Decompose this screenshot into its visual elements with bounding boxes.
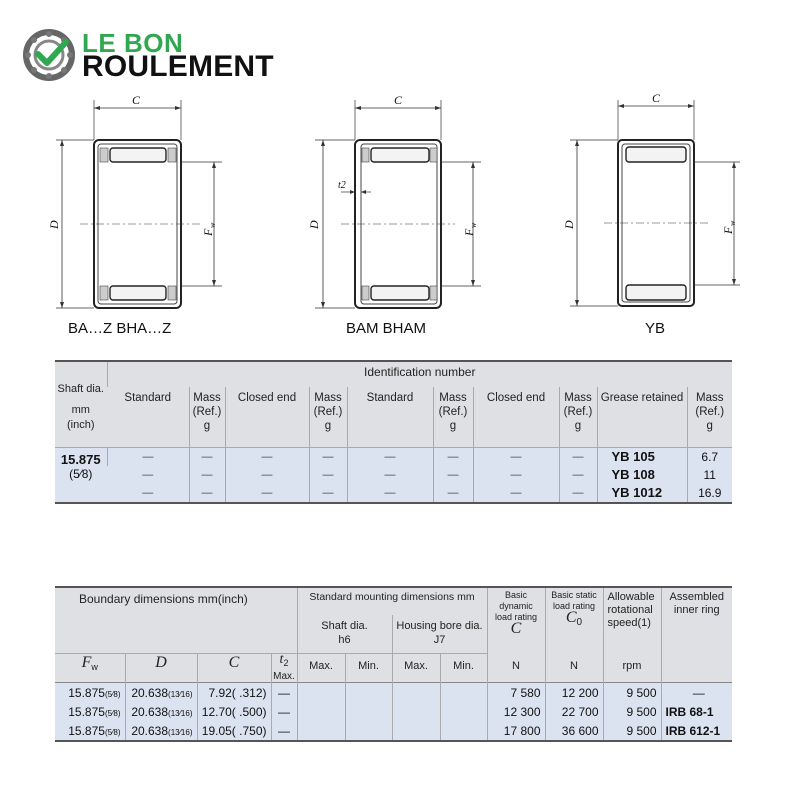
inner-unit	[661, 654, 732, 683]
dyn-unit: N	[487, 654, 545, 683]
dim-fw-label: F	[462, 228, 476, 236]
fw-value: 15.875	[68, 685, 105, 700]
t2-value: —	[278, 723, 290, 738]
housing-label: Housing bore dia.	[396, 620, 483, 632]
t2-sub: 2	[283, 658, 289, 669]
drawing-bam-bham	[305, 92, 495, 317]
inner-ring-cell	[661, 683, 732, 703]
cell-dash: —	[347, 484, 433, 503]
dyn-load-cell	[487, 721, 545, 741]
shaft-value-cell	[55, 447, 107, 503]
speed-value: 9 500	[626, 685, 657, 700]
dim-fw-sub: w	[469, 222, 478, 228]
t2-cell	[271, 683, 297, 703]
h6-label: h6	[338, 634, 351, 646]
c-value: 19.05( .750)	[201, 723, 267, 738]
d-symbol: D	[155, 654, 167, 671]
shaft-max: Max.	[297, 654, 345, 683]
speed-header: Allowable rotational speed(1)	[603, 587, 661, 654]
col-header-8: Grease retained	[597, 387, 687, 447]
dim-c-label: C	[132, 93, 141, 107]
dim-t2-label: t2	[338, 180, 346, 191]
logo-text-line2: ROULEMENT	[82, 50, 274, 83]
c-header	[197, 654, 271, 683]
cell-dash: —	[189, 466, 225, 484]
d-value: 20.638	[131, 723, 169, 738]
inner-ring-cell	[661, 721, 732, 741]
cell-dash: —	[433, 484, 473, 503]
dyn-load-value: 17 800	[503, 723, 541, 738]
cell-dash: —	[559, 466, 597, 484]
drawing-yb	[560, 92, 750, 317]
mounting-empty-cell	[440, 721, 487, 741]
caption-yb: YB	[645, 320, 666, 337]
shaft-dia-label: Shaft dia.	[321, 620, 368, 632]
col-header-1: Mass (Ref.) g	[189, 387, 225, 447]
c-value: 7.92( .312)	[208, 685, 267, 700]
t2-cell	[271, 702, 297, 721]
dyn-load-cell	[487, 702, 545, 721]
static-load-cell	[545, 702, 603, 721]
dim-fw-sub: w	[208, 222, 217, 228]
cell-dash: —	[309, 484, 347, 503]
dim-d-label: D	[562, 220, 576, 229]
j7-label: J7	[433, 634, 446, 646]
cell-dash: —	[347, 447, 433, 466]
dim-c-label: C	[652, 91, 661, 105]
fw-value: 15.875	[68, 704, 105, 719]
mounting-empty-cell	[440, 702, 487, 721]
speed-cell	[603, 702, 661, 721]
fw-sub: w	[91, 662, 98, 673]
static-c-sub: 0	[576, 616, 583, 628]
cell-dash: —	[225, 447, 309, 466]
d-inch: (13⁄16)	[168, 708, 193, 718]
inner-ring-header: Assembled inner ring	[661, 587, 732, 654]
mounting-empty-cell	[392, 702, 440, 721]
shaft-inch: (5⁄8)	[69, 466, 93, 481]
cell-dash: —	[189, 447, 225, 466]
d-inch: (13⁄16)	[168, 689, 193, 699]
d-header	[125, 654, 197, 683]
mounting-empty-cell	[345, 702, 392, 721]
d-cell	[125, 683, 197, 703]
mounting-header: Standard mounting dimensions mm	[297, 587, 487, 615]
yb-mass: 11	[687, 466, 732, 484]
static-load-label: Basic static load rating	[551, 590, 597, 611]
cell-dash: —	[433, 447, 473, 466]
housing-max: Max.	[392, 654, 440, 683]
mounting-empty-cell	[297, 683, 345, 703]
static-unit: N	[545, 654, 603, 683]
dim-d-label: D	[47, 220, 61, 229]
col-header-0: Standard	[124, 392, 172, 404]
col-header-5: Mass (Ref.) g	[433, 387, 473, 447]
c-cell	[197, 721, 271, 741]
dim-fw-label: F	[201, 228, 215, 236]
cell-dash: —	[225, 466, 309, 484]
col-header-3: Mass (Ref.) g	[309, 387, 347, 447]
cell-dash: —	[309, 466, 347, 484]
dyn-load-label: Basic dynamic load rating	[494, 590, 538, 622]
cell-dash: —	[473, 484, 559, 503]
fw-header	[55, 654, 125, 683]
col-header-6: Closed end	[473, 387, 559, 447]
shaft-header-l2: mm	[71, 404, 90, 416]
d-value: 20.638	[131, 704, 169, 719]
yb-part-number: YB 105	[597, 447, 687, 466]
col-header-4: Standard	[347, 387, 433, 447]
t2-cell	[271, 721, 297, 741]
mounting-empty-cell	[345, 721, 392, 741]
static-load-cell	[545, 721, 603, 741]
shaft-dia-header	[297, 615, 392, 654]
speed-unit: rpm	[603, 654, 661, 683]
boundary-dimensions-table	[55, 586, 732, 742]
yb-mass: 6.7	[687, 447, 732, 466]
cell-dash: —	[433, 466, 473, 484]
cell-dash: —	[347, 466, 433, 484]
housing-min: Min.	[440, 654, 487, 683]
yb-part-number: YB 1012	[597, 484, 687, 503]
d-value: 20.638	[131, 685, 169, 700]
drawing-ba-bha	[47, 92, 240, 317]
speed-value: 9 500	[626, 723, 657, 738]
fw-inch: (5⁄8)	[104, 708, 121, 718]
d-inch: (13⁄16)	[168, 727, 193, 737]
housing-header	[392, 615, 487, 654]
d-cell	[125, 721, 197, 741]
fw-cell	[55, 721, 125, 741]
dyn-load-cell	[487, 683, 545, 703]
dim-fw-label: F	[721, 226, 735, 234]
c-cell	[197, 702, 271, 721]
mounting-empty-cell	[297, 702, 345, 721]
cell-dash: —	[473, 447, 559, 466]
shaft-header	[55, 361, 107, 447]
mounting-empty-cell	[440, 683, 487, 703]
mounting-empty-cell	[297, 721, 345, 741]
c-cell	[197, 683, 271, 703]
fw-inch: (5⁄8)	[104, 727, 121, 737]
logo-bearing-icon	[22, 28, 76, 82]
t2-value: —	[278, 704, 290, 719]
dyn-c-symbol: C	[510, 620, 522, 637]
fw-cell	[55, 683, 125, 703]
static-load-value: 12 200	[561, 685, 599, 700]
yb-mass: 16.9	[687, 484, 732, 503]
logo-text-line1: LE BON	[82, 28, 184, 58]
inner-ring-value: IRB 612-1	[665, 723, 721, 738]
shaft-header-l1: Shaft dia.	[57, 383, 104, 395]
inner-ring-value: —	[692, 685, 705, 700]
cell-dash: —	[107, 447, 189, 466]
cell-dash: —	[473, 466, 559, 484]
t2-symbol: t	[279, 652, 284, 667]
static-c-symbol: C	[565, 609, 577, 626]
cell-dash: —	[559, 447, 597, 466]
cell-dash: —	[189, 484, 225, 503]
dyn-load-value: 7 580	[510, 685, 541, 700]
shaft-value: 15.875	[60, 451, 101, 467]
boundary-header: Boundary dimensions mm(inch)	[79, 592, 248, 606]
shaft-header-l3: (inch)	[66, 419, 95, 431]
inner-ring-cell	[661, 702, 732, 721]
identification-table	[55, 360, 732, 504]
t2-value: —	[278, 685, 290, 700]
col-header-9: Mass (Ref.) g	[687, 387, 732, 447]
static-load-value: 22 700	[561, 704, 599, 719]
t2-header	[271, 654, 297, 683]
cell-dash: —	[142, 486, 154, 499]
cell-dash: —	[309, 447, 347, 466]
t2-max: Max.	[273, 671, 295, 683]
mounting-empty-cell	[392, 721, 440, 741]
mounting-empty-cell	[345, 683, 392, 703]
dim-d-label: D	[307, 220, 321, 229]
dim-fw-sub: w	[728, 220, 737, 226]
speed-cell	[603, 683, 661, 703]
caption-ba-bha: BA…Z BHA…Z	[68, 320, 172, 337]
mounting-empty-cell	[392, 683, 440, 703]
static-load-header	[545, 587, 603, 654]
fw-cell	[55, 702, 125, 721]
static-load-cell	[545, 683, 603, 703]
c-value: 12.70( .500)	[201, 704, 267, 719]
d-cell	[125, 702, 197, 721]
col-header-2: Closed end	[225, 387, 309, 447]
shaft-min: Min.	[345, 654, 392, 683]
col-header-7: Mass (Ref.) g	[559, 387, 597, 447]
cell-dash: —	[225, 484, 309, 503]
yb-part-number: YB 108	[597, 466, 687, 484]
id-number-header: Identification number	[107, 361, 732, 387]
c-symbol: C	[228, 654, 240, 671]
fw-value: 15.875	[68, 723, 105, 738]
fw-inch: (5⁄8)	[104, 689, 121, 699]
speed-cell	[603, 721, 661, 741]
cell-dash: —	[559, 484, 597, 503]
dim-c-label: C	[394, 93, 403, 107]
cell-dash: —	[142, 468, 154, 481]
dyn-load-header	[487, 587, 545, 654]
fw-symbol: F	[81, 654, 92, 671]
dyn-load-value: 12 300	[503, 704, 541, 719]
inner-ring-value: IRB 68-1	[665, 704, 714, 719]
static-load-value: 36 600	[561, 723, 599, 738]
caption-bam-bham: BAM BHAM	[346, 320, 427, 337]
speed-value: 9 500	[626, 704, 657, 719]
